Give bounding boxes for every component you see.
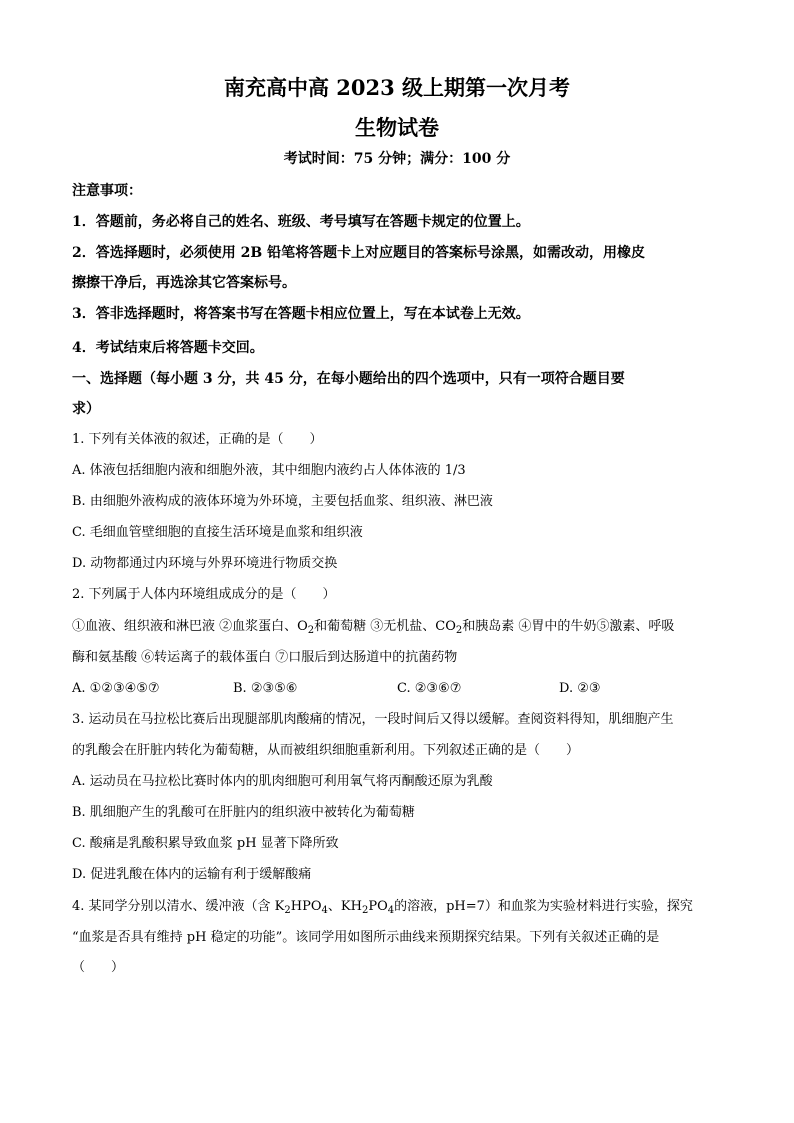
question-4-stem-end: （ ） bbox=[72, 960, 125, 975]
question-3-option-b: B. 肌细胞产生的乳酸可在肝脏内的组织液中被转化为葡萄糖 bbox=[72, 805, 415, 820]
question-2-items-line2: 酶和氨基酸 ⑥转运离子的载体蛋白 ⑦口服后到达肠道中的抗菌药物 bbox=[72, 650, 458, 665]
question-2-option-a: A. ①②③④⑤⑦ bbox=[72, 681, 160, 696]
question-3-option-d: D. 促进乳酸在体内的运输有利于缓解酸痛 bbox=[72, 867, 312, 882]
question-1-stem: 1. 下列有关体液的叙述，正确的是（ ） bbox=[72, 432, 323, 447]
question-3-option-c: C. 酸痛是乳酸积累导致血浆 pH 显著下降所致 bbox=[72, 836, 339, 851]
exam-info: 考试时间：75 分钟；满分：100 分 bbox=[283, 151, 511, 167]
question-1-option-d: D. 动物都通过内环境与外界环境进行物质交换 bbox=[72, 556, 338, 571]
question-1-option-a: A. 体液包括细胞内液和细胞外液，其中细胞内液约占人体体液的 1/3 bbox=[72, 463, 466, 478]
notice-item: 1．答题前，务必将自己的姓名、班级、考号填写在答题卡规定的位置上。 bbox=[72, 214, 530, 230]
notice-item: 3．答非选择题时，将答案书写在答题卡相应位置上，写在本试卷上无效。 bbox=[72, 306, 530, 322]
exam-title: 南充高中高 2023 级上期第一次月考 bbox=[223, 75, 571, 100]
section-heading-cont: 求） bbox=[72, 401, 100, 417]
question-4-stem-cont: “血浆是否具有维持 pH 稳定的功能”。该同学用如图所示曲线来预期探究结果。下列有关叙述正确的是 bbox=[72, 930, 660, 945]
notice-heading: 注意事项： bbox=[72, 183, 142, 199]
question-2-option-c: C. ②③⑥⑦ bbox=[397, 681, 462, 696]
notice-item: 擦擦干净后，再选涂其它答案标号。 bbox=[72, 275, 296, 291]
question-3-stem: 3. 运动员在马拉松比赛后出现腿部肌肉酸痛的情况，一段时间后又得以缓解。查阅资料得知，肌细胞产生 bbox=[72, 712, 674, 727]
question-4-stem: 4. 某同学分别以清水、缓冲液（含 $K_2HPO_4$、$KH_2PO_4$的溶液，pH=7）和血浆为实验材料进行实验，探究 bbox=[72, 899, 693, 916]
question-2-items-line1: ①血液、组织液和淋巴液 ②血浆蛋白、$O_2$和葡萄糖 ③无机盐、$CO_2$和胰岛素 ④胃中的牛奶⑤激素、呼吸 bbox=[72, 619, 675, 636]
section-heading: 一、选择题（每小题 3 分，共 45 分，在每小题给出的四个选项中，只有一项符合题目要 bbox=[72, 371, 625, 387]
question-1-option-c: C. 毛细血管壁细胞的直接生活环境是血浆和组织液 bbox=[72, 525, 363, 540]
notice-item: 2．答选择题时，必须使用 2B 铅笔将答题卡上对应题目的答案标号涂黑，如需改动，用橡皮 bbox=[72, 245, 646, 261]
subject-title: 生物试卷 bbox=[355, 115, 439, 140]
notice-item: 4．考试结束后将答题卡交回。 bbox=[72, 340, 264, 356]
question-3-option-a: A. 运动员在马拉松比赛时体内的肌肉细胞可利用氧气将丙酮酸还原为乳酸 bbox=[72, 774, 493, 789]
question-2-option-b: B. ②③⑤⑥ bbox=[233, 681, 298, 696]
question-2-stem: 2. 下列属于人体内环境组成成分的是（ ） bbox=[72, 587, 336, 602]
question-2-option-d: D. ②③ bbox=[559, 681, 601, 696]
question-3-stem-cont: 的乳酸会在肝脏内转化为葡萄糖，从而被组织细胞重新利用。下列叙述正确的是（ ） bbox=[72, 743, 580, 758]
question-1-option-b: B. 由细胞外液构成的液体环境为外环境，主要包括血浆、组织液、淋巴液 bbox=[72, 494, 493, 509]
